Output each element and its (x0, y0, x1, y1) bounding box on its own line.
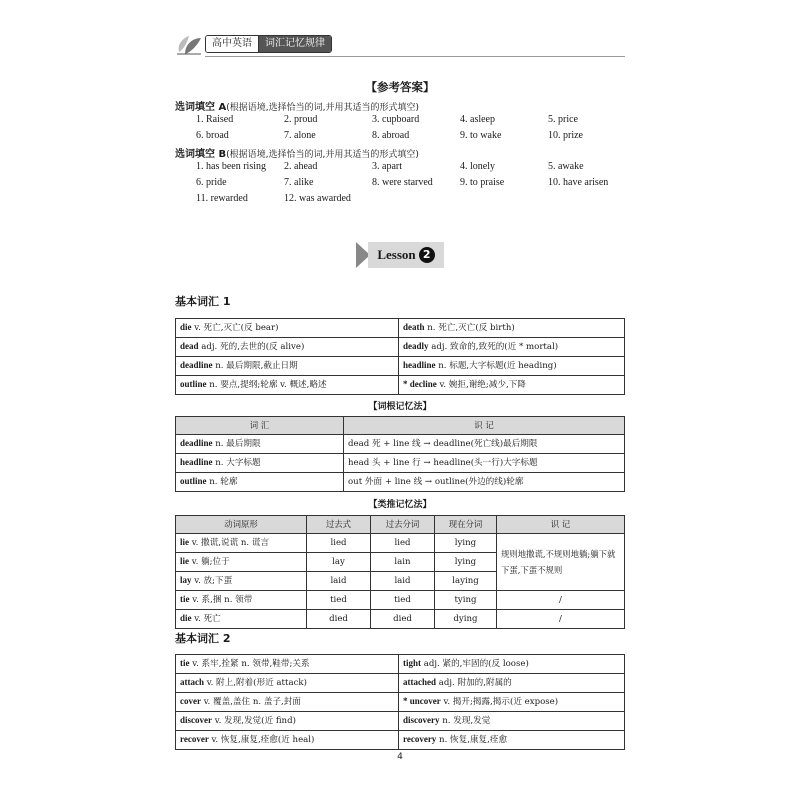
analogy-base-cell (176, 553, 307, 572)
vocab-row (176, 731, 625, 750)
vocab-row (176, 376, 625, 395)
headword: tie (180, 594, 190, 604)
answer-a-7: 7. alone (284, 130, 316, 141)
headword: attached (403, 677, 436, 687)
analogy-ing-cell: laying (435, 572, 497, 591)
headword: outline (180, 379, 207, 389)
definition: n. 轮廓 (206, 477, 238, 487)
analogy-row (176, 591, 625, 610)
definition: n. 最后期限 (212, 439, 261, 449)
answer-a-2: 2. proud (284, 114, 318, 125)
analogy-pp-cell: laid (371, 572, 435, 591)
headword: headline (180, 457, 213, 467)
headword: deadline (180, 360, 213, 370)
definition: n. 大字标题 (212, 458, 261, 468)
vocab-cell (399, 731, 625, 750)
analogy-ing-cell: lying (435, 553, 497, 572)
answer-b-1: 1. has been rising (196, 161, 266, 172)
definition: v. 撒谎,说谎 n. 谎言 (189, 538, 270, 548)
vocab-cell (176, 674, 399, 693)
definition: v. 躺;位于 (189, 557, 230, 567)
analogy-base-cell (176, 591, 307, 610)
root-header-word: 词 汇 (176, 417, 344, 435)
vocab-cell (399, 693, 625, 712)
vocab-cell (399, 357, 625, 376)
headword: recover (180, 734, 209, 744)
definition: v. 婉拒,谢绝;减少,下降 (436, 380, 526, 390)
definition: v. 揭开;揭露,揭示(近 expose) (440, 697, 559, 707)
analogy-header-past: 过去式 (307, 516, 371, 534)
vocab-row (176, 693, 625, 712)
definition: n. 要点,提纲;轮廓 v. 概述,略述 (206, 380, 327, 390)
root-header-memo: 识 记 (344, 417, 625, 435)
root-word-cell (176, 454, 344, 473)
header-label (205, 35, 332, 53)
vocab-cell (176, 655, 399, 674)
definition: n. 发现,发觉 (439, 716, 491, 726)
root-row (176, 454, 625, 473)
page-number: 4 (397, 752, 403, 762)
definition: v. 附上,附着(形近 attack) (204, 678, 307, 688)
answer-b-7: 7. alike (284, 177, 314, 188)
answer-b-4: 4. lonely (460, 161, 495, 172)
lesson-title (368, 242, 444, 268)
section-a-label: 选词填空 A (175, 102, 227, 113)
answer-a-1: 1. Raised (196, 114, 234, 125)
headword: deadline (180, 438, 213, 448)
lesson-number: 2 (419, 247, 435, 263)
analogy-base-cell (176, 534, 307, 553)
section-b-label: 选词填空 B (175, 149, 227, 160)
answer-b-6: 6. pride (196, 177, 227, 188)
definition: v. 死亡 (191, 614, 221, 624)
answer-a-3: 3. cupboard (372, 114, 420, 125)
headword: lay (180, 575, 192, 585)
definition: adj. 致命的,致死的(近 * mortal) (428, 342, 559, 352)
analogy-table (175, 515, 625, 629)
vocab1-title: 基本词汇 1 (175, 295, 231, 308)
vocab-row (176, 319, 625, 338)
definition: v. 死亡,灭亡(反 bear) (191, 323, 279, 333)
answer-b-5: 5. awake (548, 161, 584, 172)
vocab-cell (176, 712, 399, 731)
vocab-cell (399, 655, 625, 674)
headword: deadly (403, 341, 429, 351)
definition: n. 恢复,康复,痊愈 (436, 735, 508, 745)
headword: lie (180, 556, 189, 566)
headword: cover (180, 696, 201, 706)
answer-a-6: 6. broad (196, 130, 229, 141)
answer-b-10: 10. have arisen (548, 177, 609, 188)
section-b-note: (根据语境,选择恰当的词,并用其适当的形式填空) (226, 150, 419, 160)
headword: * uncover (403, 696, 441, 706)
definition: v. 覆盖,盖住 n. 盖子,封面 (200, 697, 301, 707)
definition: v. 系牢,拴紧 n. 领带,鞋带;关系 (189, 659, 310, 669)
answer-a-10: 10. prize (548, 130, 583, 141)
header-subject: 高中英语 (206, 36, 259, 52)
lesson-label: Lesson (377, 247, 416, 262)
headword: death (403, 322, 425, 332)
analogy-memo-merged: 规则地撒谎,不规则地躺;躺下就下蛋,下蛋不规则 (497, 534, 625, 591)
analogy-base-cell (176, 572, 307, 591)
section-b-heading (175, 145, 419, 160)
headword: headline (403, 360, 436, 370)
analogy-past-cell: laid (307, 572, 371, 591)
analogy-base-cell (176, 610, 307, 629)
headword: recovery (403, 734, 437, 744)
root-word-cell (176, 435, 344, 454)
vocab1-table (175, 318, 625, 395)
definition: n. 死亡,灭亡(反 birth) (424, 323, 515, 333)
headword: tie (180, 658, 190, 668)
headword: * decline (403, 379, 437, 389)
analogy-ing-cell: tying (435, 591, 497, 610)
answers-title: 【参考答案】 (365, 80, 435, 94)
analogy-ing-cell: lying (435, 534, 497, 553)
headword: outline (180, 476, 207, 486)
header-book-title: 词汇记忆规律 (259, 36, 331, 52)
vocab-row (176, 655, 625, 674)
root-memo-cell: head 头 + line 行 → headline(头一行)大字标题 (344, 454, 625, 473)
vocab-cell (399, 319, 625, 338)
definition: adj. 死的,去世的(反 alive) (198, 342, 305, 352)
analogy-past-cell: lied (307, 534, 371, 553)
answer-a-4: 4. asleep (460, 114, 495, 125)
answer-b-2: 2. ahead (284, 161, 318, 172)
definition: n. 最后期限,截止日期 (212, 361, 298, 371)
analogy-pp-cell: died (371, 610, 435, 629)
analogy-pp-cell: lied (371, 534, 435, 553)
vocab-row (176, 338, 625, 357)
vocab-cell (399, 674, 625, 693)
vocab-cell (176, 376, 399, 395)
root-word-cell (176, 473, 344, 492)
answer-b-8: 8. were starved (372, 177, 433, 188)
answer-a-5: 5. price (548, 114, 578, 125)
root-row (176, 473, 625, 492)
root-memo-cell: out 外面 + line 线 → outline(外边的线)轮廓 (344, 473, 625, 492)
analogy-past-cell: lay (307, 553, 371, 572)
headword: die (180, 322, 192, 332)
answer-a-9: 9. to wake (460, 130, 502, 141)
definition: v. 系,捆 n. 领带 (189, 595, 253, 605)
headword: lie (180, 537, 189, 547)
answer-b-11: 11. rewarded (196, 193, 248, 204)
analogy-header-ing: 现在分词 (435, 516, 497, 534)
analogy-memo-die: / (497, 610, 625, 629)
analogy-memo-tie: / (497, 591, 625, 610)
vocab-row (176, 357, 625, 376)
vocab2-title: 基本词汇 2 (175, 632, 231, 645)
vocab-row (176, 674, 625, 693)
analogy-past-cell: died (307, 610, 371, 629)
headword: discover (180, 715, 212, 725)
vocab-cell (176, 357, 399, 376)
answer-b-12: 12. was awarded (284, 193, 351, 204)
header-divider (205, 56, 625, 57)
analogy-method-title: 【类推记忆法】 (368, 500, 432, 510)
vocab-cell (399, 338, 625, 357)
analogy-ing-cell: dying (435, 610, 497, 629)
root-header-row (176, 417, 625, 435)
leaf-logo-icon (175, 32, 203, 56)
headword: dead (180, 341, 199, 351)
root-memo-cell: dead 死 + line 线 → deadline(死亡线)最后期限 (344, 435, 625, 454)
vocab-cell (399, 376, 625, 395)
answer-a-8: 8. abroad (372, 130, 410, 141)
headword: die (180, 613, 192, 623)
headword: tight (403, 658, 421, 668)
headword: attach (180, 677, 204, 687)
root-table (175, 416, 625, 492)
analogy-pp-cell: lain (371, 553, 435, 572)
definition: adj. 紧的,牢固的(反 loose) (421, 659, 529, 669)
answer-b-9: 9. to praise (460, 177, 505, 188)
analogy-header-base: 动词原形 (176, 516, 307, 534)
analogy-header-memo: 识 记 (497, 516, 625, 534)
definition: v. 发现,发觉(近 find) (212, 716, 296, 726)
section-a-note: (根据语境,选择恰当的词,并用其适当的形式填空) (226, 103, 419, 113)
root-method-title: 【词根记忆法】 (368, 402, 432, 412)
vocab-cell (176, 338, 399, 357)
vocab-cell (399, 712, 625, 731)
section-a-heading (175, 98, 419, 113)
analogy-past-cell: tied (307, 591, 371, 610)
analogy-row (176, 610, 625, 629)
vocab-cell (176, 319, 399, 338)
definition: v. 放;下蛋 (191, 576, 233, 586)
answer-b-3: 3. apart (372, 161, 402, 172)
analogy-row (176, 534, 625, 553)
page-header (175, 32, 332, 56)
analogy-header-row (176, 516, 625, 534)
vocab-cell (176, 693, 399, 712)
vocab2-table (175, 654, 625, 750)
lesson-banner (356, 242, 444, 268)
definition: adj. 附加的,附属的 (436, 678, 512, 688)
analogy-header-pp: 过去分词 (371, 516, 435, 534)
vocab-cell (176, 731, 399, 750)
analogy-pp-cell: tied (371, 591, 435, 610)
headword: discovery (403, 715, 440, 725)
root-row (176, 435, 625, 454)
definition: n. 标题,大字标题(近 heading) (435, 361, 557, 371)
definition: v. 恢复,康复,痊愈(近 heal) (208, 735, 315, 745)
vocab-row (176, 712, 625, 731)
